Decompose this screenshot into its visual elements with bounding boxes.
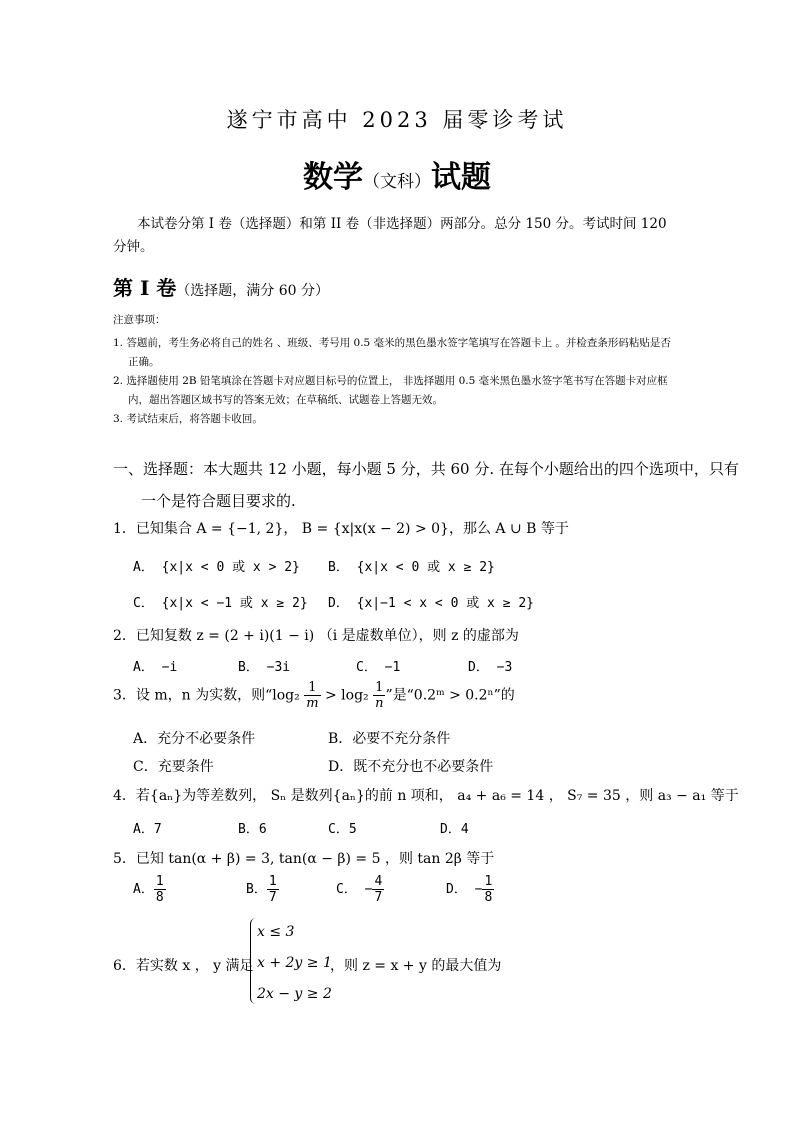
question-6-stem-pre: 6．若实数 x ， y 满足 <box>113 958 254 974</box>
option-frac <box>372 874 384 905</box>
notice-title: 注意事项： <box>113 314 166 326</box>
question-4-option-a: A．7 <box>133 822 162 837</box>
option-label: D． − <box>446 882 483 897</box>
question-5-option-c <box>336 874 384 905</box>
question-1-stem: 1．已知集合 A = {−1, 2}， B = {x|x(x − 2) > 0}，那么 A ∪ B 等于 <box>113 521 569 537</box>
question-2-stem: 2．已知复数 z = (2 + i)(1 − i) （i 是虚数单位），则 z 的虚部为 <box>113 628 519 644</box>
question-4-option-b: B．6 <box>238 822 267 837</box>
frac-denominator: m <box>306 696 319 711</box>
option-frac <box>154 874 166 905</box>
option-label: C． − <box>336 882 373 897</box>
question-4-stem: 4．若{aₙ}为等差数列， Sₙ 是数列{aₙ}的前 n 项和， a₄ + a₆ = 14 ， S₇ = 35 ，则 a₃ − a₁ 等于 <box>113 788 739 804</box>
frac-numerator: 1 <box>155 874 164 889</box>
notice-item-1a: 1. 答题前，考生务必将自己的姓名 、班级、考号用 0.5 毫米的黑色墨水签字笔填写在答题卡上 。并检查条形码粘贴是否 <box>113 337 671 349</box>
frac-numerator: 4 <box>374 874 383 889</box>
notice-item-3: 3. 考试结束后，将答题卡收回。 <box>113 413 263 425</box>
subject-title-paren: （文科） <box>363 172 431 192</box>
question-3-stem-pre: 3．设 m，n 为实数，则“ <box>113 687 273 704</box>
exam-title: 遂宁市高中 2023 届零诊考试 <box>226 108 568 132</box>
notice-item-1b: 正确。 <box>128 356 160 368</box>
option-frac <box>267 874 279 905</box>
option-label: B． <box>246 882 267 897</box>
question-3-frac-n <box>373 680 385 711</box>
option-label: A． <box>133 882 154 897</box>
part-one-heading-main: 第 Ⅰ 卷 <box>113 276 177 300</box>
frac-denominator: 8 <box>484 890 493 905</box>
question-1-option-d: D． {x|−1 < x < 0 或 x ≥ 2} <box>328 596 535 611</box>
question-3-option-d: D．既不充分也不必要条件 <box>328 759 494 775</box>
question-2-option-b: B． −3i <box>238 660 291 675</box>
system-brace <box>250 918 257 1004</box>
question-6-constraint-1: x ≤ 3 <box>257 924 295 940</box>
frac-numerator: 1 <box>304 680 320 696</box>
subject-title-main-1: 数学 <box>303 160 363 195</box>
notice-item-2a: 2. 选择题使用 2B 铅笔填涂在答题卡对应题目标号的位置上， 非选择题用 0.5 毫米黑色墨水签字笔书写在答题卡对应框 <box>113 375 668 387</box>
part-one-heading <box>113 272 329 301</box>
subject-title <box>0 152 794 196</box>
part-one-heading-paren: （选择题，满分 60 分） <box>176 283 329 299</box>
question-3-stem-post: ”是“0.2ᵐ > 0.2ⁿ”的 <box>385 687 515 704</box>
question-6-constraint-2: x + 2y ≥ 1 <box>257 955 332 971</box>
question-5-option-a <box>133 874 166 905</box>
question-5-stem: 5．已知 tan(α + β) = 3, tan(α − β) = 5 ，则 tan 2β 等于 <box>113 851 495 867</box>
question-4-option-c: C．5 <box>328 822 357 837</box>
question-3-frac-m <box>304 680 320 711</box>
frac-denominator: 7 <box>268 890 277 905</box>
question-1-option-b: B． {x|x < 0 或 x ≥ 2} <box>328 560 495 575</box>
frac-numerator: 1 <box>373 680 385 696</box>
question-1-option-a: A． {x|x < 0 或 x > 2} <box>133 560 300 575</box>
subject-title-main-2: 试题 <box>431 160 491 195</box>
question-3-gt: > log₂ <box>320 687 369 704</box>
frac-denominator: 8 <box>155 890 164 905</box>
notice-item-2b: 内，超出答题区域书写的答案无效；在草稿纸、试题卷上答题无效。 <box>128 394 443 406</box>
question-3-log-a: log₂ <box>272 687 300 704</box>
question-4-option-d: D．4 <box>440 822 469 837</box>
question-3-option-a: A．充分不必要条件 <box>133 731 256 747</box>
section-one-line-2: 一个是符合题目要求的. <box>141 492 296 510</box>
question-1-option-c: C． {x|x < −1 或 x ≥ 2} <box>133 596 308 611</box>
option-frac <box>482 874 494 905</box>
question-3-option-b: B．必要不充分条件 <box>328 731 451 747</box>
question-6-constraint-3: 2x − y ≥ 2 <box>257 986 332 1002</box>
question-5-option-d <box>446 874 494 905</box>
question-6-stem-post: ，则 z = x + y 的最大值为 <box>330 958 502 974</box>
question-2-option-d: D． −3 <box>468 660 513 675</box>
frac-denominator: 7 <box>374 890 383 905</box>
question-3-stem <box>113 680 515 711</box>
frac-numerator: 1 <box>268 874 277 889</box>
intro-line-2: 分钟。 <box>113 239 154 255</box>
question-2-option-a: A． −i <box>133 660 178 675</box>
intro-line-1: 本试卷分第 I 卷（选择题）和第 II 卷（非选择题）两部分。总分 150 分。考试时间 120 <box>137 216 667 232</box>
question-2-option-c: C． −1 <box>356 660 401 675</box>
section-one-line-1: 一、选择题：本大题共 12 小题，每小题 5 分，共 60 分. 在每个小题给出的四个选项中，只有 <box>113 460 739 478</box>
frac-denominator: n <box>375 696 384 711</box>
question-5-option-b <box>246 874 279 905</box>
frac-numerator: 1 <box>484 874 493 889</box>
question-3-option-c: C．充要条件 <box>133 759 214 775</box>
